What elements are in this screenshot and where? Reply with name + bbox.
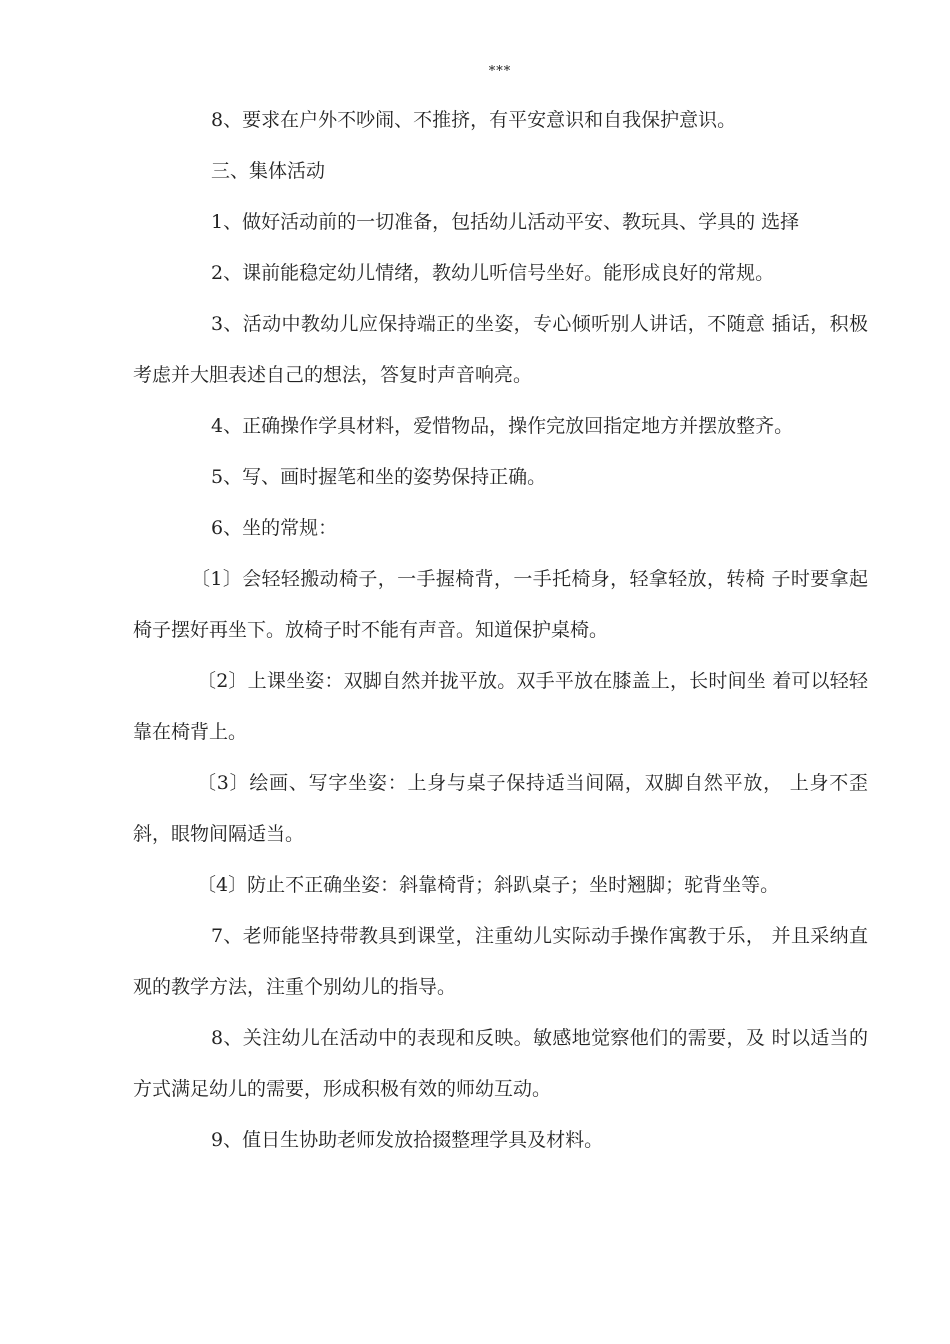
paragraph-item-1: 1、做好活动前的一切准备，包括幼儿活动平安、教玩具、学具的 选择 xyxy=(211,211,800,233)
paragraph-subitem-6-2: 〔2〕上课坐姿：双脚自然并拢平放。双手平放在膝盖上，长时间坐 着可以轻轻靠在椅背上。 xyxy=(133,670,868,743)
header-mark: *** xyxy=(488,64,512,79)
paragraph-item-7: 7、老师能坚持带教具到课堂，注重幼儿实际动手操作寓教于乐， 并且采纳直观的教学方法，注重个别幼儿的指导。 xyxy=(133,925,868,998)
paragraph-item-4: 4、正确操作学具材料，爱惜物品，操作完放回指定地方并摆放整齐。 xyxy=(211,415,794,437)
paragraph-subitem-6-4: 〔4〕防止不正确坐姿：斜靠椅背；斜趴桌子；坐时翘脚；驼背坐等。 xyxy=(197,874,780,896)
paragraph-item-6: 6、坐的常规： xyxy=(211,517,338,539)
paragraph-subitem-6-3: 〔3〕绘画、写字坐姿：上身与桌子保持适当间隔，双脚自然平放， 上身不歪斜，眼物间隔适当。 xyxy=(133,772,868,845)
paragraph-item-9: 9、值日生协助老师发放拾掇整理学具及材料。 xyxy=(211,1129,604,1151)
document-body xyxy=(133,95,868,1166)
paragraph-item-5: 5、写、画时握笔和坐的姿势保持正确。 xyxy=(211,466,547,488)
section-heading-group-activity: 三、集体活动 xyxy=(211,160,326,182)
paragraph-item-3: 3、活动中教幼儿应保持端正的坐姿，专心倾听别人讲话，不随意 插话，积极考虑并大胆表述自己的想法，答复时声音响亮。 xyxy=(133,313,868,386)
paragraph-outdoor-rule-8: 8、要求在户外不吵闹、不推挤，有平安意识和自我保护意识。 xyxy=(211,109,737,131)
paragraph-item-8: 8、关注幼儿在活动中的表现和反映。敏感地觉察他们的需要，及 时以适当的方式满足幼儿的需要，形成积极有效的师幼互动。 xyxy=(133,1027,868,1100)
paragraph-item-2: 2、课前能稳定幼儿情绪，教幼儿听信号坐好。能形成良好的常规。 xyxy=(211,262,775,284)
paragraph-subitem-6-1: 〔1〕会轻轻搬动椅子，一手握椅背，一手托椅身，轻拿轻放，转椅 子时要拿起椅子摆好再坐下。放椅子时不能有声音。知道保护桌椅。 xyxy=(133,568,868,641)
